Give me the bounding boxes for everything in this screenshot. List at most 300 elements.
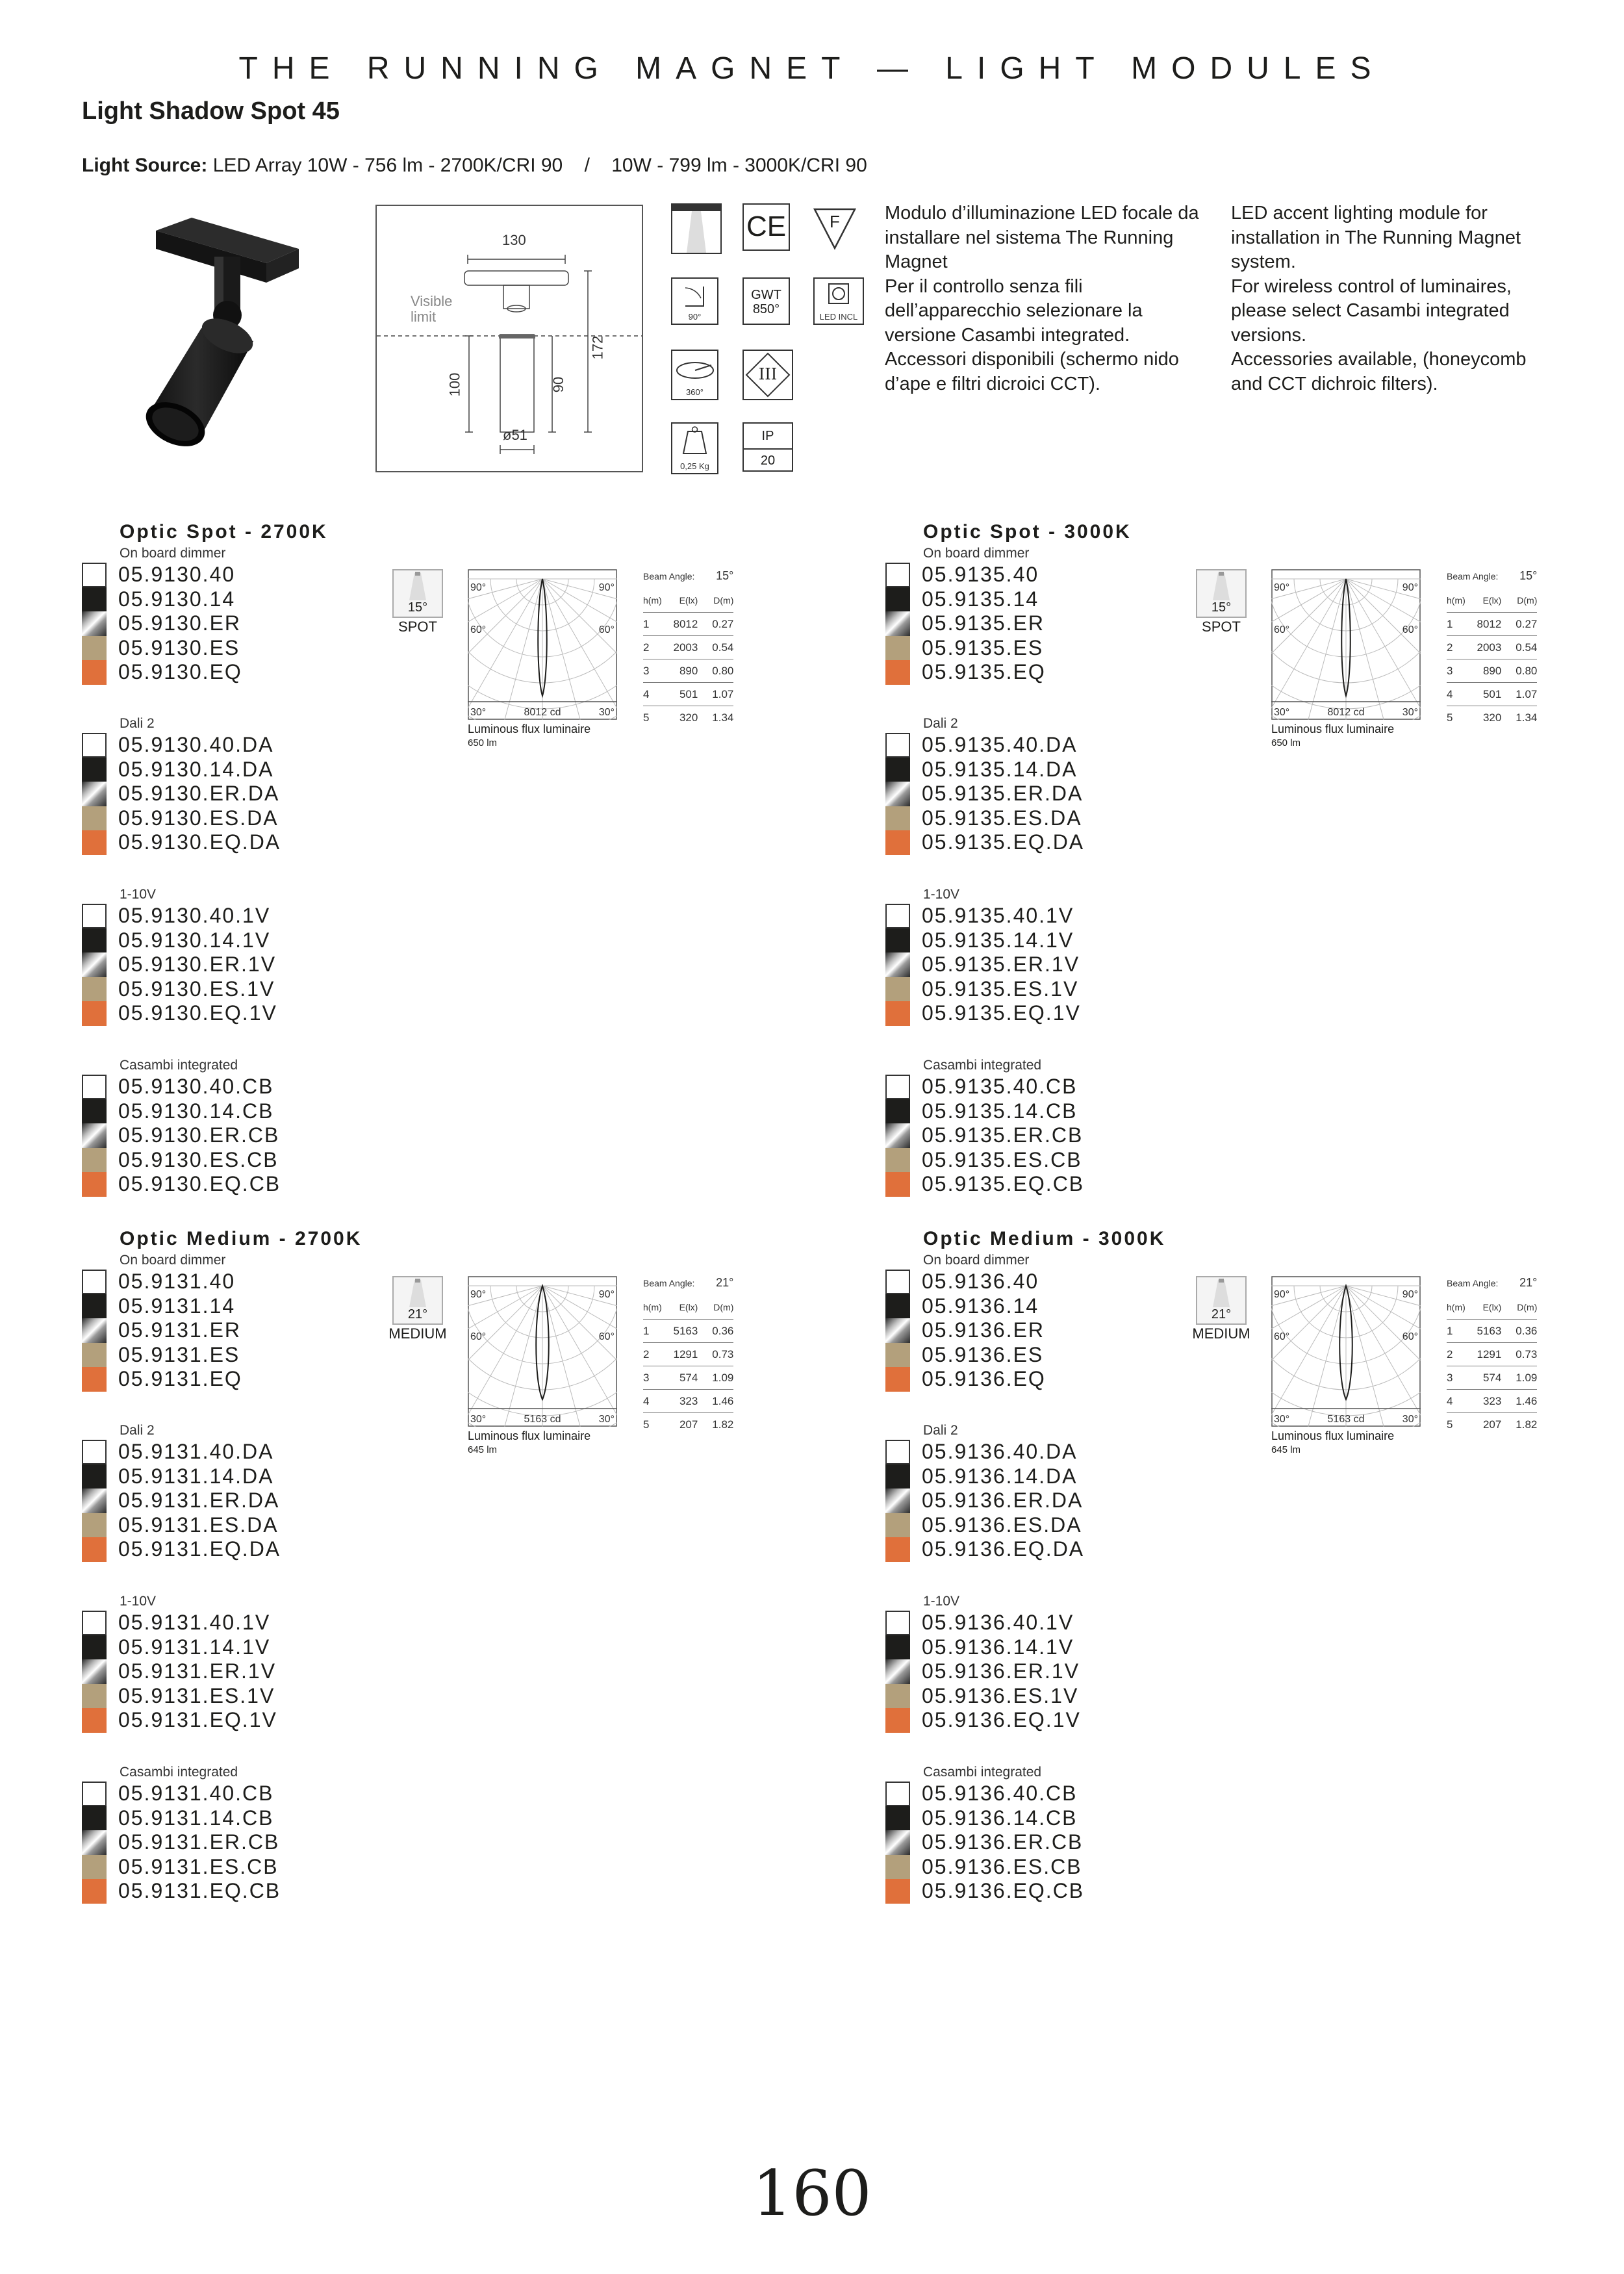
group-label: 1-10V bbox=[120, 1594, 157, 1609]
finish-swatch-chrome bbox=[82, 1123, 107, 1148]
product-code: 05.9131.ER.CB bbox=[118, 1830, 280, 1854]
finish-swatch-orange bbox=[82, 1708, 107, 1733]
product-code: 05.9136.ES.CB bbox=[922, 1854, 1082, 1878]
product-code: 05.9131.14 bbox=[118, 1294, 236, 1318]
code-row bbox=[82, 1806, 281, 1831]
beam-optic-icon bbox=[392, 569, 443, 618]
code-row bbox=[82, 1367, 242, 1392]
beam-optic-icon bbox=[1196, 569, 1247, 618]
table-cell: 0.73 bbox=[1501, 1343, 1537, 1366]
polar-peak-intensity: 8012 cd bbox=[1327, 707, 1365, 718]
table-row bbox=[643, 683, 733, 706]
weight-icon: 0,25 Kg bbox=[671, 422, 718, 474]
flux-label: Luminous flux luminaire bbox=[1271, 722, 1395, 735]
table-row bbox=[1447, 1413, 1537, 1437]
group-label: On board dimmer bbox=[120, 1253, 226, 1268]
beam-cone-icon bbox=[1197, 1277, 1245, 1309]
code-row bbox=[885, 1537, 1084, 1562]
finish-swatch-gold bbox=[885, 1343, 910, 1368]
table-cell: 0.36 bbox=[698, 1320, 733, 1343]
product-code: 05.9130.40 bbox=[118, 563, 236, 587]
table-cell: 323 bbox=[667, 1390, 698, 1413]
code-row bbox=[885, 1611, 1081, 1635]
product-code: 05.9131.ES.DA bbox=[118, 1513, 279, 1537]
polar-caption bbox=[468, 722, 590, 750]
code-row bbox=[885, 1879, 1084, 1904]
beam-angle-caption: Beam Angle: bbox=[1447, 571, 1499, 581]
table-cell: 574 bbox=[1471, 1366, 1501, 1390]
polar-angle-label: 60° bbox=[1274, 624, 1290, 635]
product-code: 05.9131.ES.CB bbox=[118, 1854, 279, 1878]
code-row bbox=[82, 1855, 281, 1880]
code-list bbox=[82, 904, 277, 1026]
finish-swatch-chrome bbox=[82, 782, 107, 806]
finish-swatch-gold bbox=[82, 1343, 107, 1368]
table-row bbox=[643, 1343, 733, 1366]
code-row bbox=[82, 928, 277, 953]
polar-angle-label: 90° bbox=[470, 582, 487, 593]
finish-swatch-orange bbox=[885, 1367, 910, 1392]
product-code: 05.9135.40.CB bbox=[922, 1075, 1078, 1099]
product-code: 05.9136.ES.DA bbox=[922, 1513, 1082, 1537]
table-cell: 1291 bbox=[667, 1343, 698, 1366]
code-row bbox=[82, 1343, 242, 1368]
finish-swatch-chrome bbox=[82, 1830, 107, 1855]
code-row bbox=[885, 758, 1084, 782]
code-row bbox=[885, 1464, 1084, 1489]
beam-angle-label: 21° bbox=[1211, 1307, 1232, 1322]
product-code: 05.9130.14 bbox=[118, 587, 236, 611]
product-code: 05.9136.ES.1V bbox=[922, 1683, 1079, 1707]
code-row bbox=[82, 636, 242, 661]
table-cell: 0.36 bbox=[1501, 1320, 1537, 1343]
code-list bbox=[885, 1782, 1084, 1904]
finish-swatch-chrome bbox=[885, 1488, 910, 1513]
code-row bbox=[82, 904, 277, 928]
table-row bbox=[1447, 1390, 1537, 1413]
product-code: 05.9136.EQ.1V bbox=[922, 1708, 1081, 1732]
beam-angle-row bbox=[1447, 569, 1537, 589]
product-code: 05.9130.ES.CB bbox=[118, 1147, 279, 1171]
code-row bbox=[82, 660, 242, 685]
code-row bbox=[82, 1270, 242, 1294]
product-code: 05.9130.40.DA bbox=[118, 733, 274, 757]
catalog-title: THE RUNNING MAGNET — LIGHT MODULES bbox=[238, 51, 1386, 86]
code-row bbox=[885, 977, 1081, 1002]
table-cell: 1 bbox=[1447, 1320, 1471, 1343]
code-row bbox=[885, 563, 1046, 587]
polar-angle-label: 60° bbox=[598, 1331, 615, 1342]
table-row bbox=[1447, 1366, 1537, 1390]
product-code: 05.9130.14.DA bbox=[118, 757, 274, 781]
product-code: 05.9130.EQ bbox=[118, 660, 242, 684]
table-cell: 1.34 bbox=[712, 711, 734, 724]
finish-swatch-black bbox=[885, 928, 910, 953]
product-code: 05.9135.EQ.DA bbox=[922, 830, 1085, 854]
flux-value: 650 lm bbox=[468, 737, 498, 748]
beam-angle-label: 15° bbox=[407, 600, 428, 615]
finish-swatch-black bbox=[82, 1294, 107, 1319]
finish-swatch-white bbox=[82, 733, 107, 758]
photometric-table bbox=[643, 569, 733, 729]
finish-swatch-gold bbox=[82, 1513, 107, 1538]
product-code: 05.9131.14.CB bbox=[118, 1806, 274, 1830]
code-row bbox=[82, 782, 281, 806]
light-source bbox=[82, 155, 867, 177]
finish-swatch-chrome bbox=[885, 611, 910, 636]
code-row bbox=[82, 1464, 281, 1489]
finish-swatch-gold bbox=[885, 1148, 910, 1173]
finish-swatch-chrome bbox=[885, 782, 910, 806]
beam-angle-label: 15° bbox=[1211, 600, 1232, 615]
code-row bbox=[885, 1123, 1084, 1148]
dim-diameter: ø51 bbox=[503, 427, 527, 443]
product-code: 05.9130.EQ.DA bbox=[118, 830, 281, 854]
dim-height-total: 172 bbox=[589, 335, 606, 360]
product-code: 05.9135.14.DA bbox=[922, 757, 1078, 781]
product-code: 05.9136.EQ bbox=[922, 1367, 1046, 1391]
polar-diagram bbox=[1271, 1276, 1421, 1427]
finish-swatch-white bbox=[82, 904, 107, 928]
gwt-icon: GWT 850° bbox=[742, 277, 790, 325]
product-code: 05.9136.40.CB bbox=[922, 1782, 1078, 1806]
product-code: 05.9135.ES bbox=[922, 635, 1044, 659]
finish-swatch-gold bbox=[885, 1513, 910, 1538]
polar-peak-intensity: 5163 cd bbox=[524, 1414, 561, 1425]
table-header-cell: E(lx) bbox=[1471, 589, 1501, 613]
code-row bbox=[885, 660, 1046, 685]
product-code: 05.9136.40 bbox=[922, 1270, 1039, 1294]
section-title: Optic Medium - 2700K bbox=[120, 1228, 362, 1249]
finish-swatch-black bbox=[885, 1464, 910, 1489]
section-title: Optic Spot - 2700K bbox=[120, 521, 328, 543]
product-code: 05.9136.14.CB bbox=[922, 1806, 1078, 1830]
product-code: 05.9135.EQ.1V bbox=[922, 1001, 1081, 1025]
table-cell: 0.27 bbox=[698, 613, 733, 636]
finish-swatch-black bbox=[82, 1635, 107, 1660]
table-header-cell: D(m) bbox=[698, 1296, 733, 1320]
photometric-table bbox=[1447, 569, 1537, 729]
table-cell: 1.46 bbox=[1501, 1390, 1537, 1413]
product-code: 05.9135.14.CB bbox=[922, 1099, 1078, 1123]
polar-angle-label: 30° bbox=[470, 1414, 487, 1425]
finish-swatch-gold bbox=[885, 636, 910, 661]
beam-type-label: SPOT bbox=[398, 619, 437, 635]
group-label: Casambi integrated bbox=[120, 1765, 238, 1780]
code-row bbox=[885, 733, 1084, 758]
code-row bbox=[885, 1343, 1046, 1368]
finish-swatch-white bbox=[885, 1782, 910, 1806]
f-mark-icon: F bbox=[813, 208, 856, 251]
code-row bbox=[82, 758, 281, 782]
finish-swatch-white bbox=[82, 1075, 107, 1099]
table-cell: 501 bbox=[667, 683, 698, 706]
table-cell: 2 bbox=[1447, 636, 1471, 659]
product-code: 05.9131.40 bbox=[118, 1270, 236, 1294]
polar-angle-label: 30° bbox=[1402, 1414, 1418, 1425]
product-code: 05.9130.ES bbox=[118, 635, 240, 659]
product-code: 05.9135.14 bbox=[922, 587, 1039, 611]
product-code: 05.9130.EQ.1V bbox=[118, 1001, 277, 1025]
ip-rating-icon: IP 20 bbox=[742, 422, 793, 472]
beam-type-label: MEDIUM bbox=[388, 1325, 447, 1342]
beam-angle-row bbox=[643, 569, 733, 589]
table-header-cell: E(lx) bbox=[1471, 1296, 1501, 1320]
table-cell: 0.80 bbox=[698, 659, 733, 683]
flux-value: 645 lm bbox=[1271, 1444, 1301, 1455]
code-row bbox=[82, 1075, 281, 1099]
finish-swatch-orange bbox=[885, 830, 910, 855]
polar-angle-label: 60° bbox=[598, 624, 615, 635]
polar-angle-label: 30° bbox=[470, 707, 487, 718]
code-row bbox=[885, 1367, 1046, 1392]
code-row bbox=[885, 1830, 1084, 1855]
polar-caption bbox=[468, 1429, 590, 1457]
code-row bbox=[82, 1537, 281, 1562]
polar-peak-intensity: 8012 cd bbox=[524, 707, 561, 718]
polar-caption bbox=[1271, 722, 1394, 750]
photometric-grid bbox=[643, 589, 733, 729]
finish-swatch-orange bbox=[885, 1708, 910, 1733]
table-cell: 1 bbox=[643, 1320, 667, 1343]
finish-swatch-gold bbox=[885, 1855, 910, 1880]
group-label: Dali 2 bbox=[923, 1423, 958, 1438]
code-row bbox=[82, 1879, 281, 1904]
product-code: 05.9136.40.DA bbox=[922, 1440, 1078, 1464]
light-source-text: LED Array 10W - 756 lm - 2700K/CRI 90 / 10W - 799 lm - 3000K/CRI 90 bbox=[212, 155, 867, 176]
table-cell: 207 bbox=[1482, 1418, 1502, 1431]
table-cell: 5 bbox=[1447, 1418, 1453, 1431]
code-row bbox=[82, 1001, 277, 1026]
photometric-grid bbox=[1447, 1296, 1537, 1436]
tilt-icon: 90° bbox=[671, 277, 718, 325]
polar-angle-label: 60° bbox=[470, 1331, 487, 1342]
beam-optic-icon bbox=[1196, 1276, 1247, 1325]
dim-height-b: 90 bbox=[550, 376, 567, 393]
table-header-cell: h(m) bbox=[643, 1296, 667, 1320]
table-cell: 207 bbox=[679, 1418, 698, 1431]
code-row bbox=[82, 806, 281, 831]
table-row bbox=[643, 1413, 733, 1437]
code-row bbox=[885, 952, 1081, 977]
product-code: 05.9131.EQ bbox=[118, 1367, 242, 1391]
product-photo bbox=[130, 218, 338, 458]
finish-swatch-gold bbox=[82, 1684, 107, 1709]
code-row bbox=[82, 733, 281, 758]
code-row bbox=[82, 1635, 277, 1660]
code-row bbox=[82, 1684, 277, 1709]
code-row bbox=[82, 830, 281, 855]
table-row bbox=[1447, 1320, 1537, 1343]
group-label: Casambi integrated bbox=[923, 1765, 1042, 1780]
code-row bbox=[885, 1172, 1084, 1197]
dimension-drawing bbox=[375, 205, 643, 472]
table-header-row bbox=[1447, 589, 1537, 613]
polar-angle-label: 90° bbox=[598, 1289, 615, 1300]
polar-angle-label: 90° bbox=[1274, 1289, 1290, 1300]
finish-swatch-orange bbox=[885, 1879, 910, 1904]
product-code: 05.9136.40.1V bbox=[922, 1611, 1074, 1635]
table-cell: 0.73 bbox=[698, 1343, 733, 1366]
code-list bbox=[885, 1611, 1081, 1733]
beam-angle-caption: Beam Angle: bbox=[643, 1278, 695, 1288]
table-cell: 1.82 bbox=[712, 1418, 734, 1431]
code-list bbox=[885, 904, 1081, 1026]
product-code: 05.9136.ES bbox=[922, 1342, 1044, 1366]
code-row bbox=[885, 904, 1081, 928]
product-code: 05.9135.EQ bbox=[922, 660, 1046, 684]
code-row bbox=[82, 587, 242, 612]
code-list bbox=[885, 733, 1084, 855]
finish-swatch-chrome bbox=[885, 1830, 910, 1855]
product-code: 05.9131.14.1V bbox=[118, 1635, 271, 1659]
product-code: 05.9136.EQ.CB bbox=[922, 1879, 1085, 1903]
table-header-cell: D(m) bbox=[1501, 589, 1537, 613]
polar-angle-label: 30° bbox=[1274, 1414, 1290, 1425]
code-row bbox=[82, 611, 242, 636]
light-source-label: Light Source: bbox=[82, 155, 208, 176]
flux-label: Luminous flux luminaire bbox=[468, 1429, 591, 1442]
table-cell: 2003 bbox=[1471, 636, 1501, 659]
finish-swatch-white bbox=[885, 563, 910, 587]
group-label: 1-10V bbox=[923, 887, 960, 902]
table-cell: 8012 bbox=[667, 613, 698, 636]
code-row bbox=[885, 1294, 1046, 1319]
table-header-cell: D(m) bbox=[1501, 1296, 1537, 1320]
beam-cone-icon bbox=[1197, 570, 1245, 602]
code-row bbox=[885, 1075, 1084, 1099]
polar-angle-label: 60° bbox=[1274, 1331, 1290, 1342]
product-code: 05.9131.EQ.DA bbox=[118, 1537, 281, 1561]
description-english: LED accent lighting module for installation in The Running Magnet system. For wireless control of luminaires, please select Casambi integrated versions. Accessories available, (honeycomb and CCT dichroic filters). bbox=[1231, 203, 1527, 394]
code-list bbox=[82, 733, 281, 855]
group-label: On board dimmer bbox=[923, 546, 1030, 561]
finish-swatch-gold bbox=[82, 1855, 107, 1880]
code-row bbox=[885, 782, 1084, 806]
table-cell: 323 bbox=[1471, 1390, 1501, 1413]
beam-angle-caption: Beam Angle: bbox=[643, 571, 695, 581]
code-row bbox=[82, 1782, 281, 1806]
code-row bbox=[885, 1099, 1084, 1124]
finish-swatch-chrome bbox=[885, 1318, 910, 1343]
code-list bbox=[82, 563, 242, 685]
finish-swatch-chrome bbox=[885, 952, 910, 977]
group-label: Casambi integrated bbox=[120, 1058, 238, 1073]
product-code: 05.9135.40 bbox=[922, 563, 1039, 587]
beam-cone-icon bbox=[394, 570, 442, 602]
finish-swatch-orange bbox=[82, 1367, 107, 1392]
finish-swatch-chrome bbox=[82, 611, 107, 636]
finish-swatch-orange bbox=[82, 830, 107, 855]
code-row bbox=[885, 1635, 1081, 1660]
code-row bbox=[82, 1318, 242, 1343]
table-header-row bbox=[1447, 1296, 1537, 1320]
code-row bbox=[82, 1294, 242, 1319]
polar-angle-label: 90° bbox=[1274, 582, 1290, 593]
finish-swatch-white bbox=[885, 904, 910, 928]
finish-swatch-black bbox=[885, 1635, 910, 1660]
table-cell: 2 bbox=[643, 636, 667, 659]
photometric-grid bbox=[643, 1296, 733, 1436]
product-code: 05.9131.ER.1V bbox=[118, 1659, 277, 1683]
code-row bbox=[885, 806, 1084, 831]
polar-angle-label: 60° bbox=[1402, 1331, 1418, 1342]
table-cell: 1 bbox=[1447, 613, 1471, 636]
code-row bbox=[82, 1708, 277, 1733]
product-code: 05.9131.14.DA bbox=[118, 1464, 274, 1488]
table-row bbox=[1447, 636, 1537, 659]
product-code: 05.9135.ER.DA bbox=[922, 782, 1084, 806]
table-header-row bbox=[643, 589, 733, 613]
table-cell: 2 bbox=[643, 1343, 667, 1366]
table-header-cell: D(m) bbox=[698, 589, 733, 613]
table-header-cell: E(lx) bbox=[667, 589, 698, 613]
code-row bbox=[885, 611, 1046, 636]
table-cell: 3 bbox=[1447, 659, 1471, 683]
finish-swatch-chrome bbox=[82, 1659, 107, 1684]
code-row bbox=[885, 587, 1046, 612]
dim-visible-limit: Visible limit bbox=[411, 293, 453, 325]
flux-value: 650 lm bbox=[1271, 737, 1301, 748]
flux-label: Luminous flux luminaire bbox=[468, 722, 591, 735]
beam-angle-value: 21° bbox=[1519, 1276, 1538, 1289]
product-code: 05.9131.ER.DA bbox=[118, 1488, 280, 1513]
table-cell: 3 bbox=[643, 1366, 667, 1390]
beam-cone-icon bbox=[394, 1277, 442, 1309]
finish-swatch-chrome bbox=[885, 1659, 910, 1684]
product-code: 05.9136.EQ.DA bbox=[922, 1537, 1085, 1561]
table-cell: 1.34 bbox=[1516, 711, 1538, 724]
code-row bbox=[885, 830, 1084, 855]
flux-value: 645 lm bbox=[468, 1444, 498, 1455]
code-row bbox=[885, 1782, 1084, 1806]
code-row bbox=[885, 1684, 1081, 1709]
table-cell: 4 bbox=[643, 1390, 667, 1413]
polar-angle-label: 30° bbox=[1402, 707, 1418, 718]
finish-swatch-chrome bbox=[82, 1318, 107, 1343]
code-row bbox=[885, 1488, 1084, 1513]
table-cell: 5 bbox=[643, 711, 650, 724]
product-code: 05.9131.40.1V bbox=[118, 1611, 271, 1635]
code-row bbox=[885, 1270, 1046, 1294]
table-cell: 3 bbox=[1447, 1366, 1471, 1390]
finish-swatch-chrome bbox=[82, 952, 107, 977]
finish-swatch-gold bbox=[82, 1148, 107, 1173]
table-header-cell: h(m) bbox=[643, 589, 667, 613]
product-code: 05.9136.ER.CB bbox=[922, 1830, 1084, 1854]
code-row bbox=[82, 1099, 281, 1124]
product-code: 05.9135.ER bbox=[922, 611, 1045, 635]
finish-swatch-black bbox=[885, 1806, 910, 1831]
table-cell: 574 bbox=[667, 1366, 698, 1390]
code-list bbox=[82, 1075, 281, 1197]
section-title: Optic Medium - 3000K bbox=[923, 1228, 1166, 1249]
product-code: 05.9135.40.DA bbox=[922, 733, 1078, 757]
code-row bbox=[82, 1513, 281, 1538]
polar-angle-label: 90° bbox=[598, 582, 615, 593]
product-code: 05.9135.ER.1V bbox=[922, 952, 1080, 977]
code-row bbox=[82, 1172, 281, 1197]
finish-swatch-gold bbox=[885, 977, 910, 1002]
table-cell: 1 bbox=[643, 613, 667, 636]
product-code: 05.9131.ER bbox=[118, 1318, 242, 1342]
finish-swatch-black bbox=[885, 587, 910, 612]
table-row bbox=[643, 706, 733, 730]
table-cell: 1.09 bbox=[1501, 1366, 1537, 1390]
finish-swatch-white bbox=[885, 733, 910, 758]
polar-angle-label: 90° bbox=[470, 1289, 487, 1300]
beam-angle-label: 21° bbox=[407, 1307, 428, 1322]
